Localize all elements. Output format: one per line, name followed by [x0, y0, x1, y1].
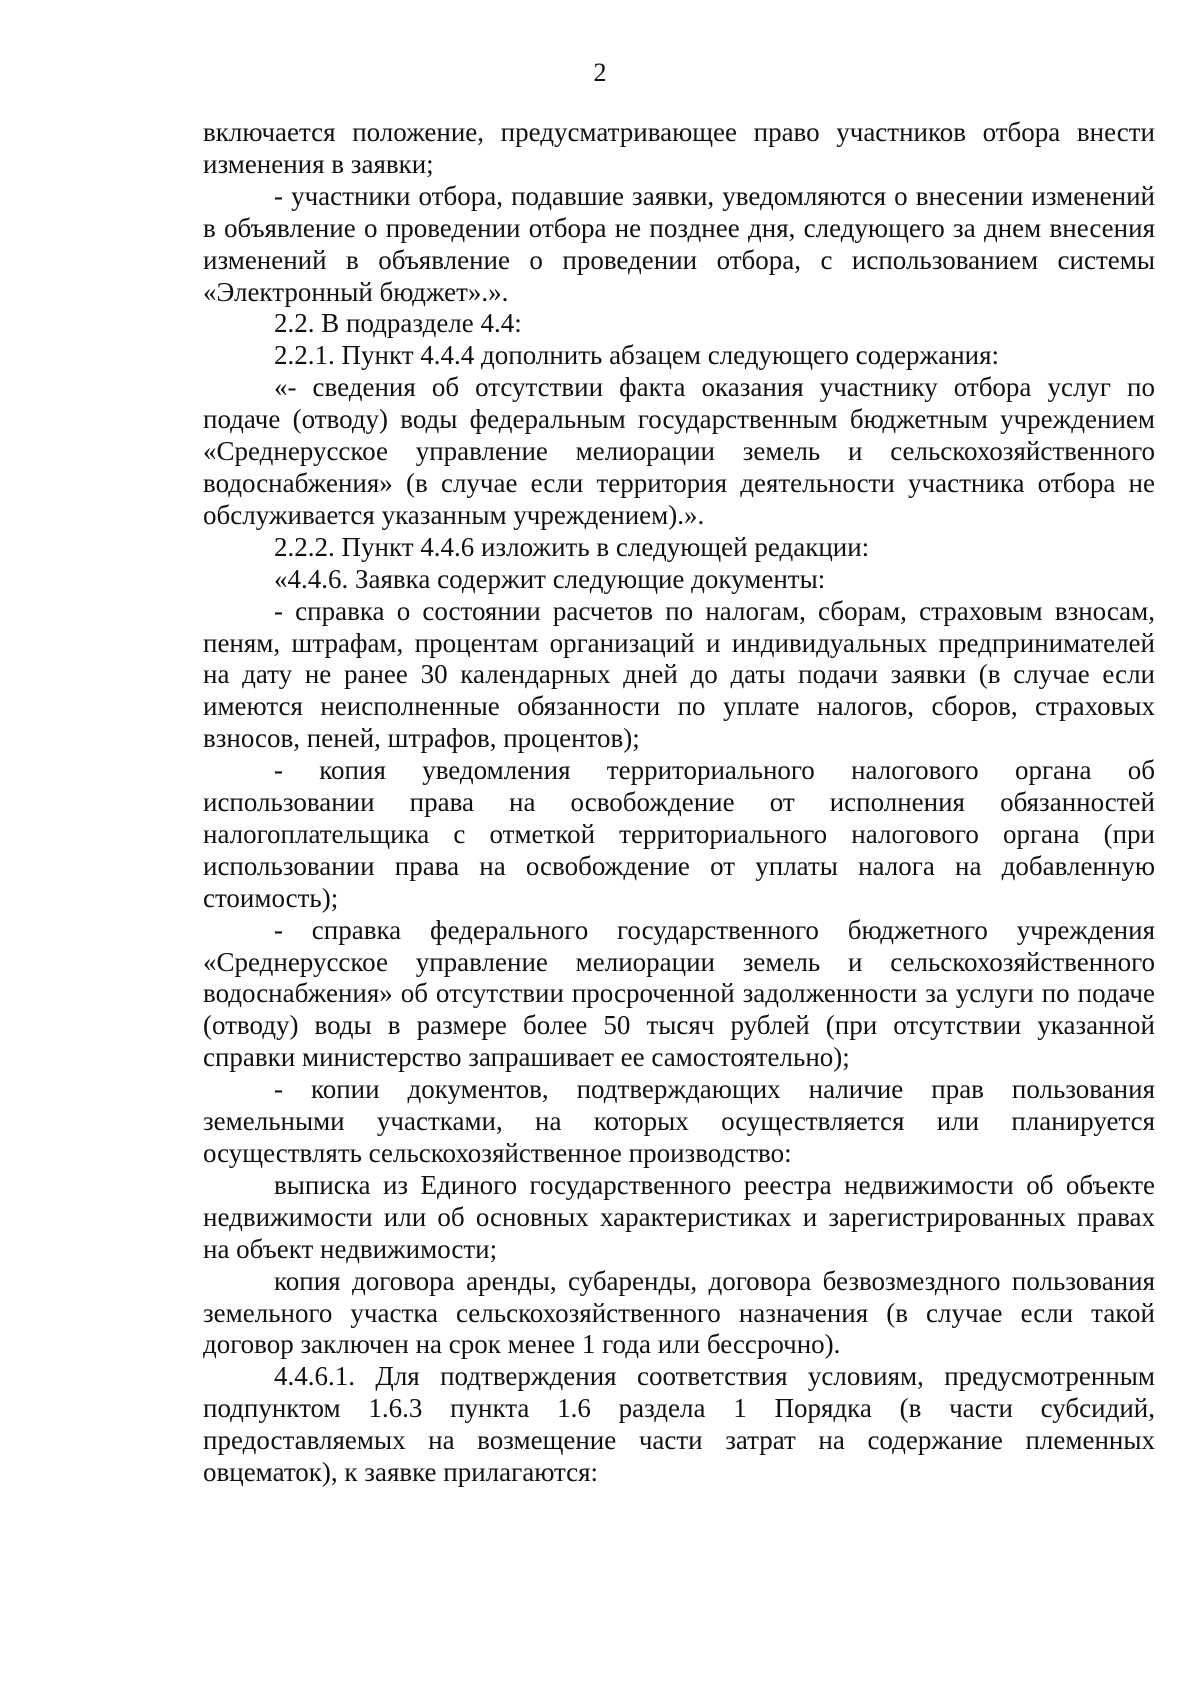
list-item: - справка федерального государственного бюджетного учреждения «Среднерусское управление мелиорации земель и сельскохозяйственного водоснабжения» об отсутствии просроченной задолженности за услуги по подаче (отводу) воды в размере более 50 тысяч рублей (при отсутствии указанной справки министерство запрашивает ее самостоятельно);	[203, 914, 1155, 1073]
paragraph: 2.2.1. Пункт 4.4.4 дополнить абзацем следующего содержания:	[274, 340, 1000, 371]
paragraph: выписка из Единого государственного реестра недвижимости об объекте недвижимости или об основных характеристиках и зарегистрированных правах на объект недвижимости;	[203, 1169, 1155, 1264]
paragraph: копия договора аренды, субаренды, договора безвозмездного пользования земельного участка сельскохозяйственного назначения (в случае если такой договор заключен на срок менее 1 года или бессрочно).	[203, 1265, 1155, 1360]
section-heading: 2.2. В подразделе 4.4:	[274, 308, 522, 339]
paragraph: включается положение, предусматривающее право участников отбора внести изменения в заявки;	[203, 117, 1155, 179]
list-item: - справка о состоянии расчетов по налогам, сборам, страховым взносам, пеням, штрафам, процентам организаций и индивидуальных предпринимателей на дату не ранее 30 календарных дней до даты подачи заявки (в случае если имеются неисполненные обязанности по уплате налогов, сборов, страховых взносов, пеней, штрафов, процентов);	[203, 595, 1155, 754]
paragraph: - участники отбора, подавшие заявки, уведомляются о внесении изменений в объявление о проведении отбора не позднее дня, следующего за днем внесения изменений в объявление о проведении отбора, с использованием системы «Электронный бюджет».».	[203, 180, 1155, 307]
list-item: - копии документов, подтверждающих наличие прав пользования земельными участками, на которых осуществляется или планируется осуществлять сельскохозяйственное производство:	[203, 1074, 1155, 1168]
list-item: - копия уведомления территориального налогового органа об использовании права на освобождение от исполнения обязанностей налогоплательщика с отметкой территориального налогового органа (при использовании права на освобождение от уплаты налога на добавленную стоимость);	[203, 755, 1155, 913]
paragraph: 2.2.2. Пункт 4.4.6 изложить в следующей редакции:	[274, 531, 870, 562]
document-body	[203, 117, 1155, 1489]
paragraph: «4.4.6. Заявка содержит следующие документы:	[274, 563, 826, 594]
paragraph: 4.4.6.1. Для подтверждения соответствия условиям, предусмотренным подпунктом 1.6.3 пункта 1.6 раздела 1 Порядка (в части субсидий, предоставляемых на возмещение части затрат на содержание племенных овцематок), к заявке прилагаются:	[203, 1361, 1155, 1488]
paragraph: «- сведения об отсутствии факта оказания участнику отбора услуг по подаче (отводу) воды федеральным государственным бюджетным учреждением «Среднерусское управление мелиорации земель и сельскохозяйственного водоснабжения» (в случае если территория деятельности участника отбора не обслуживается указанным учреждением).».	[203, 372, 1155, 530]
page-number: 2	[593, 58, 607, 87]
